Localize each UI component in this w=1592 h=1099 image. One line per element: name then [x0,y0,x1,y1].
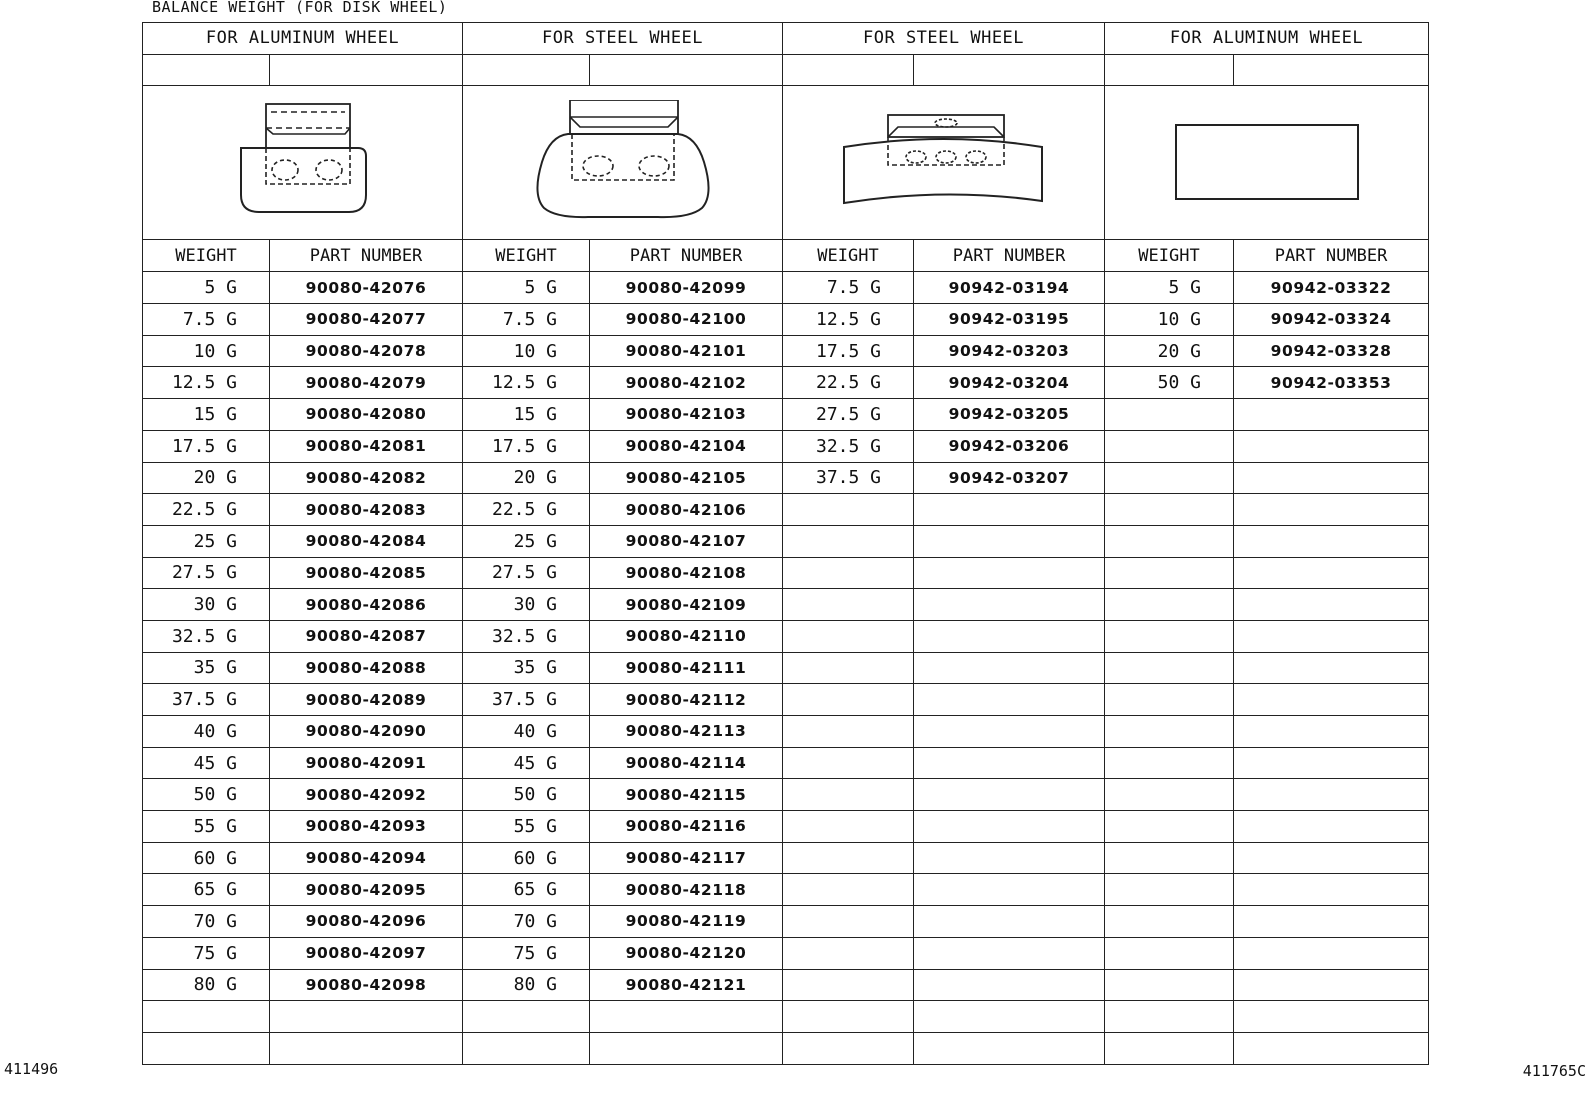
blank-cell [590,54,783,86]
weight-cell: 37.5 G [783,462,914,494]
table-row [143,1001,1429,1033]
weight-cell: 10 G [463,335,590,367]
weight-cell: 12.5 G [463,367,590,399]
weight-cell: 70 G [143,906,270,938]
part-number-cell: 90942-03207 [914,462,1105,494]
weight-cell: 32.5 G [783,430,914,462]
column-header-row [143,240,1429,272]
weight-cell: 27.5 G [783,399,914,431]
weight-cell [1105,620,1234,652]
weight-cell: 27.5 G [143,557,270,589]
part-number-cell [1234,684,1429,716]
weight-cell: 40 G [463,716,590,748]
figure-code-right: 411765C [1522,1062,1586,1080]
weight-cell: 50 G [463,779,590,811]
weight-cell [143,1001,270,1033]
group-label: FOR ALUMINUM WHEEL [1105,23,1429,55]
weight-cell [783,525,914,557]
part-number-cell: 90080-42120 [590,937,783,969]
part-number-cell [914,652,1105,684]
part-number-cell [1234,811,1429,843]
part-number-cell [914,906,1105,938]
part-number-cell [914,874,1105,906]
weight-header: WEIGHT [463,240,590,272]
adhesive-weight-drawing [1172,123,1362,203]
group-label: FOR ALUMINUM WHEEL [143,23,463,55]
part-number-cell [1234,1032,1429,1064]
part-number-cell: 90942-03322 [1234,272,1429,304]
weight-cell [1105,557,1234,589]
weight-cell: 10 G [1105,304,1234,336]
part-number-cell: 90080-42082 [270,462,463,494]
weight-cell [1105,906,1234,938]
weight-cell: 80 G [143,969,270,1001]
part-number-cell [914,842,1105,874]
part-number-cell: 90942-03204 [914,367,1105,399]
weight-cell [1105,494,1234,526]
part-number-header: PART NUMBER [1234,240,1429,272]
part-number-cell: 90080-42121 [590,969,783,1001]
table-row [143,779,1429,811]
aluminum-clip-weight-cell [143,86,463,240]
part-number-cell: 90080-42092 [270,779,463,811]
weight-cell [1105,399,1234,431]
part-number-cell [270,1032,463,1064]
part-number-cell [1234,779,1429,811]
part-number-cell: 90080-42112 [590,684,783,716]
part-number-cell: 90080-42102 [590,367,783,399]
table-row [143,969,1429,1001]
weight-cell: 50 G [143,779,270,811]
part-number-cell: 90080-42098 [270,969,463,1001]
blank-cell [1234,54,1429,86]
part-number-cell: 90080-42113 [590,716,783,748]
part-number-cell [1234,430,1429,462]
weight-header: WEIGHT [1105,240,1234,272]
weight-cell: 35 G [463,652,590,684]
part-number-cell [914,969,1105,1001]
weight-cell: 37.5 G [463,684,590,716]
weight-cell: 75 G [143,937,270,969]
weight-cell: 40 G [143,716,270,748]
part-number-cell [1234,557,1429,589]
part-number-cell [914,747,1105,779]
table-row [143,399,1429,431]
weight-cell: 50 G [1105,367,1234,399]
part-number-cell [914,557,1105,589]
part-number-cell: 90080-42083 [270,494,463,526]
weight-cell [1105,462,1234,494]
part-number-cell: 90080-42115 [590,779,783,811]
weight-cell: 17.5 G [463,430,590,462]
weight-cell [1105,684,1234,716]
part-number-cell [1234,589,1429,621]
weight-cell [463,1032,590,1064]
weight-cell: 17.5 G [783,335,914,367]
part-number-cell: 90080-42114 [590,747,783,779]
weight-cell [1105,1032,1234,1064]
table-caption: BALANCE WEIGHT (FOR DISK WHEEL) [152,0,448,16]
steel-curved-weight-cell [783,86,1105,240]
weight-cell: 7.5 G [783,272,914,304]
weight-cell [783,716,914,748]
weight-header: WEIGHT [143,240,270,272]
weight-cell: 35 G [143,652,270,684]
weight-cell [1105,589,1234,621]
weight-cell [1105,969,1234,1001]
blank-subheader-row [143,54,1429,86]
weight-cell [1105,716,1234,748]
adhesive-weight-cell [1105,86,1429,240]
weight-cell: 45 G [463,747,590,779]
weight-cell [783,811,914,843]
part-number-cell [1234,494,1429,526]
part-number-cell: 90942-03195 [914,304,1105,336]
weight-cell: 7.5 G [463,304,590,336]
part-number-cell: 90080-42104 [590,430,783,462]
table-row [143,811,1429,843]
weight-cell: 22.5 G [463,494,590,526]
part-number-cell [590,1001,783,1033]
part-number-cell: 90080-42091 [270,747,463,779]
part-number-cell [1234,652,1429,684]
weight-cell: 12.5 G [143,367,270,399]
part-number-cell: 90080-42094 [270,842,463,874]
weight-cell: 10 G [143,335,270,367]
part-number-cell: 90080-42090 [270,716,463,748]
table-row [143,937,1429,969]
weight-cell [783,842,914,874]
part-number-cell: 90942-03328 [1234,335,1429,367]
part-number-cell [590,1032,783,1064]
part-number-cell: 90080-42088 [270,652,463,684]
weight-cell: 70 G [463,906,590,938]
part-number-cell [914,684,1105,716]
table-row [143,652,1429,684]
weight-cell: 37.5 G [143,684,270,716]
part-number-cell [914,716,1105,748]
weight-cell [1105,1001,1234,1033]
part-number-cell: 90080-42087 [270,620,463,652]
weight-cell: 20 G [1105,335,1234,367]
part-number-cell: 90942-03206 [914,430,1105,462]
part-number-cell: 90942-03353 [1234,367,1429,399]
part-number-cell: 90080-42077 [270,304,463,336]
weight-cell [783,969,914,1001]
table-row [143,335,1429,367]
part-number-cell: 90942-03203 [914,335,1105,367]
weight-cell: 30 G [463,589,590,621]
blank-cell [270,54,463,86]
table-row [143,842,1429,874]
part-number-cell: 90080-42085 [270,557,463,589]
part-number-cell: 90080-42109 [590,589,783,621]
part-number-cell [914,937,1105,969]
steel-clip-weight-drawing [528,100,718,225]
part-number-cell [1234,747,1429,779]
table-row [143,589,1429,621]
part-number-cell: 90080-42103 [590,399,783,431]
weight-cell [783,937,914,969]
steel-clip-weight-cell [463,86,783,240]
part-number-cell [1234,969,1429,1001]
part-number-cell: 90080-42106 [590,494,783,526]
weight-cell [1105,937,1234,969]
part-number-cell [914,525,1105,557]
part-number-cell: 90080-42105 [590,462,783,494]
part-number-cell: 90080-42089 [270,684,463,716]
weight-cell [1105,430,1234,462]
part-number-cell: 90080-42080 [270,399,463,431]
weight-cell: 25 G [463,525,590,557]
part-number-cell [1234,937,1429,969]
steel-curved-weight-drawing [836,113,1051,213]
part-number-header: PART NUMBER [914,240,1105,272]
table-row [143,716,1429,748]
part-number-cell [1234,716,1429,748]
weight-cell: 80 G [463,969,590,1001]
part-number-cell: 90080-42117 [590,842,783,874]
weight-cell [1105,652,1234,684]
part-number-cell: 90080-42118 [590,874,783,906]
part-number-cell: 90942-03194 [914,272,1105,304]
weight-cell [783,779,914,811]
table-row [143,462,1429,494]
weight-cell: 15 G [463,399,590,431]
weight-cell: 12.5 G [783,304,914,336]
part-number-cell: 90080-42097 [270,937,463,969]
part-number-cell: 90080-42093 [270,811,463,843]
group-label: FOR STEEL WHEEL [783,23,1105,55]
part-number-header: PART NUMBER [270,240,463,272]
weight-cell: 7.5 G [143,304,270,336]
table-row [143,557,1429,589]
part-number-cell [914,1001,1105,1033]
weight-cell [783,1001,914,1033]
part-number-cell: 90080-42086 [270,589,463,621]
part-number-cell [914,620,1105,652]
weight-cell: 32.5 G [463,620,590,652]
weight-cell [783,1032,914,1064]
weight-cell [143,1032,270,1064]
blank-cell [463,54,590,86]
group-header-row [143,23,1429,55]
part-number-cell [1234,620,1429,652]
weight-cell [1105,811,1234,843]
part-number-cell: 90080-42096 [270,906,463,938]
weight-cell [1105,874,1234,906]
weight-cell: 65 G [143,874,270,906]
part-number-cell [914,1032,1105,1064]
weight-cell: 45 G [143,747,270,779]
part-number-cell: 90080-42110 [590,620,783,652]
blank-cell [783,54,914,86]
part-number-cell [1234,399,1429,431]
part-number-cell: 90080-42100 [590,304,783,336]
weight-cell [783,747,914,779]
part-number-cell [914,494,1105,526]
weight-cell [783,874,914,906]
weight-cell [783,684,914,716]
weight-cell: 5 G [1105,272,1234,304]
blank-cell [143,54,270,86]
weight-cell: 32.5 G [143,620,270,652]
part-number-cell [1234,1001,1429,1033]
part-number-cell: 90080-42095 [270,874,463,906]
table-row [143,430,1429,462]
weight-cell [783,557,914,589]
table-row [143,367,1429,399]
part-number-cell [914,811,1105,843]
weight-cell: 27.5 G [463,557,590,589]
weight-cell [783,620,914,652]
weight-cell: 75 G [463,937,590,969]
part-number-cell: 90080-42081 [270,430,463,462]
weight-cell: 22.5 G [783,367,914,399]
weight-cell: 15 G [143,399,270,431]
weight-cell [783,494,914,526]
part-number-cell: 90942-03324 [1234,304,1429,336]
weight-cell: 17.5 G [143,430,270,462]
part-number-cell [270,1001,463,1033]
table-row [143,494,1429,526]
weight-header: WEIGHT [783,240,914,272]
weight-cell [783,652,914,684]
part-number-cell: 90080-42078 [270,335,463,367]
balance-weight-table [142,22,1429,1065]
weight-cell [1105,779,1234,811]
part-number-cell: 90080-42084 [270,525,463,557]
weight-cell: 20 G [463,462,590,494]
part-number-cell: 90080-42119 [590,906,783,938]
part-number-cell: 90080-42099 [590,272,783,304]
weight-cell [1105,747,1234,779]
weight-cell: 20 G [143,462,270,494]
weight-cell [783,906,914,938]
part-number-cell: 90942-03205 [914,399,1105,431]
table-row [143,684,1429,716]
part-number-cell [914,589,1105,621]
figure-code-left: 411496 [4,1060,59,1078]
part-number-cell: 90080-42079 [270,367,463,399]
part-number-cell [1234,525,1429,557]
table-row [143,1032,1429,1064]
weight-cell: 65 G [463,874,590,906]
weight-cell: 25 G [143,525,270,557]
part-number-cell: 90080-42101 [590,335,783,367]
weight-cell: 22.5 G [143,494,270,526]
part-number-cell [1234,842,1429,874]
part-number-header: PART NUMBER [590,240,783,272]
part-number-cell: 90080-42107 [590,525,783,557]
table-row [143,525,1429,557]
part-number-cell: 90080-42108 [590,557,783,589]
weight-cell: 55 G [463,811,590,843]
table-row [143,874,1429,906]
part-number-cell: 90080-42116 [590,811,783,843]
blank-cell [1105,54,1234,86]
weight-cell: 5 G [143,272,270,304]
part-number-cell: 90080-42076 [270,272,463,304]
weight-cell: 5 G [463,272,590,304]
weight-cell: 60 G [143,842,270,874]
table-row [143,906,1429,938]
table-row [143,747,1429,779]
part-number-cell [1234,462,1429,494]
weight-cell: 30 G [143,589,270,621]
table-row [143,620,1429,652]
part-number-cell: 90080-42111 [590,652,783,684]
weight-cell: 55 G [143,811,270,843]
aluminum-clip-weight-drawing [233,100,373,225]
weight-cell [463,1001,590,1033]
part-number-cell [1234,906,1429,938]
blank-cell [914,54,1105,86]
weight-cell [1105,525,1234,557]
table-row [143,272,1429,304]
part-number-cell [914,779,1105,811]
weight-cell: 60 G [463,842,590,874]
part-number-cell [1234,874,1429,906]
group-label: FOR STEEL WHEEL [463,23,783,55]
weight-cell [783,589,914,621]
table-row [143,304,1429,336]
weight-cell [1105,842,1234,874]
diagram-row [143,86,1429,240]
